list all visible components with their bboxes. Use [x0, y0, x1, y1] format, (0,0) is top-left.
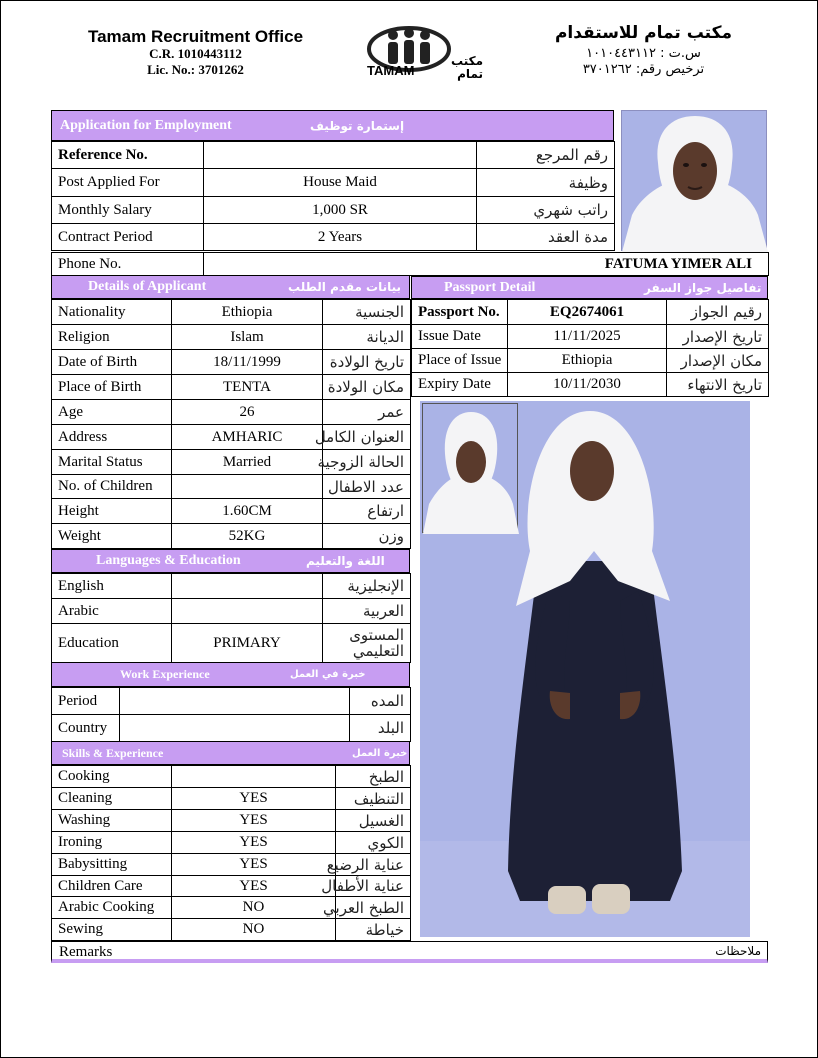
cr-number-ar: س.ت : ١٠١٠٤٤٣١١٢ — [586, 46, 701, 61]
cr-number-en: C.R. 1010443112 — [149, 46, 242, 61]
skill-cleaning-label: Cleaning — [52, 788, 172, 810]
marital-status-value: Married — [172, 450, 323, 475]
remarks-label-ar: ملاحظات — [715, 944, 761, 958]
date-of-birth-label: Date of Birth — [52, 350, 172, 375]
country-label-ar: البلد — [350, 715, 411, 742]
passport-title-band — [411, 276, 768, 299]
table-row — [52, 599, 411, 624]
nationality-value: Ethiopia — [172, 300, 323, 325]
applicant-title-ar: بيانات مقدم الطلب — [288, 280, 402, 294]
age-label-ar: عمر — [323, 400, 411, 425]
table-row — [52, 624, 411, 663]
table-row — [52, 832, 411, 854]
table-row — [52, 169, 615, 197]
skills-title-en: Skills & Experience — [62, 745, 164, 760]
work-title-en: Work Experience — [120, 667, 210, 681]
date-of-birth-value: 18/11/1999 — [172, 350, 323, 375]
arabic-value — [172, 599, 323, 624]
skill-washing-value: YES — [172, 810, 336, 832]
salary-label: Monthly Salary — [52, 197, 204, 224]
table-row — [52, 253, 769, 276]
applicant-name — [204, 253, 769, 276]
religion-value: Islam — [172, 325, 323, 350]
english-value — [172, 574, 323, 599]
skill-sewing-label: Sewing — [52, 919, 172, 941]
country-label: Country — [52, 715, 120, 742]
passport-title-en: Passport Detail — [444, 279, 536, 295]
post-label: Post Applied For — [52, 169, 204, 197]
work-table — [51, 687, 411, 742]
arabic-label: Arabic — [52, 599, 172, 624]
languages-table — [51, 573, 411, 663]
passport-place-of-issue-label-ar: مكان الإصدار — [667, 349, 769, 373]
skill-sewing-value: NO — [172, 919, 336, 941]
religion-label-ar: الديانة — [323, 325, 411, 350]
skill-cooking-value — [172, 766, 336, 788]
skill-ironing-label: Ironing — [52, 832, 172, 854]
table-row — [412, 300, 769, 325]
skill-children-care-label: Children Care — [52, 876, 172, 897]
table-row — [52, 688, 411, 715]
period-label-ar: المده — [350, 688, 411, 715]
education-label-ar: المستوى التعليمي — [323, 624, 411, 663]
skill-cleaning-label-ar: التنظيف — [336, 788, 411, 810]
date-of-birth-label-ar: تاريخ الولادة — [323, 350, 411, 375]
place-of-birth-label-ar: مكان الولادة — [323, 375, 411, 400]
application-title-en: Application for Employment — [60, 117, 232, 133]
contract-label: Contract Period — [52, 224, 204, 251]
remarks-label: Remarks — [59, 944, 113, 960]
marital-status-label: Marital Status — [52, 450, 172, 475]
skills-title-ar: خبرة العمل — [352, 747, 408, 759]
passport-expiry-date-value: 10/11/2030 — [508, 373, 667, 397]
salary-label-ar: راتب شهري — [477, 197, 615, 224]
table-row — [52, 425, 411, 450]
no-of-children-value — [172, 475, 323, 499]
post-label-ar: وظيفة — [477, 169, 615, 197]
education-value: PRIMARY — [172, 624, 323, 663]
reference-value — [204, 142, 477, 169]
marital-status-label-ar: الحالة الزوجية — [323, 450, 411, 475]
license-number-ar: ترخيص رقم: ٣٧٠١٢٦٢ — [582, 62, 705, 77]
remarks-row — [51, 941, 768, 963]
table-row — [52, 810, 411, 832]
no-of-children-label-ar: عدد الاطفال — [323, 475, 411, 499]
table-row — [52, 499, 411, 524]
application-title-band — [51, 110, 614, 141]
logo-text-en: TAMAM — [367, 63, 415, 78]
skill-babysitting-label: Babysitting — [52, 854, 172, 876]
skills-table — [51, 765, 411, 941]
skill-children-care-label-ar: عناية الأطفال — [336, 876, 411, 897]
inset-figure-icon — [423, 404, 519, 534]
nationality-label: Nationality — [52, 300, 172, 325]
passport-inset-photo — [422, 403, 518, 533]
skill-ironing-label-ar: الكوي — [336, 832, 411, 854]
skill-cooking-label: Cooking — [52, 766, 172, 788]
table-row — [52, 350, 411, 375]
height-value: 1.60CM — [172, 499, 323, 524]
languages-title-band — [51, 549, 410, 573]
passport-passport-no-value: EQ2674061 — [508, 300, 667, 325]
nationality-label-ar: الجنسية — [323, 300, 411, 325]
place-of-birth-label: Place of Birth — [52, 375, 172, 400]
skill-children-care-value: YES — [172, 876, 336, 897]
table-row — [52, 524, 411, 549]
table-row — [52, 766, 411, 788]
logo-text-ar: مكتب تمام — [450, 54, 483, 81]
company-logo — [363, 23, 483, 83]
no-of-children-label: No. of Children — [52, 475, 172, 499]
address-value: AMHARIC — [172, 425, 323, 450]
table-row — [52, 450, 411, 475]
work-title-ar: خبرة في العمل — [290, 669, 366, 680]
table-row — [52, 876, 411, 897]
phone-table — [51, 252, 769, 276]
post-value: House Maid — [204, 169, 477, 197]
age-label: Age — [52, 400, 172, 425]
table-row — [52, 897, 411, 919]
passport-issue-date-label: Issue Date — [412, 325, 508, 349]
table-row — [52, 854, 411, 876]
table-row — [52, 325, 411, 350]
reference-label: Reference No. — [52, 142, 204, 169]
address-label-ar: العنوان الكامل — [323, 425, 411, 450]
height-label: Height — [52, 499, 172, 524]
skill-washing-label-ar: الغسيل — [336, 810, 411, 832]
passport-issue-date-label-ar: تاريخ الإصدار — [667, 325, 769, 349]
passport-issue-date-value: 11/11/2025 — [508, 325, 667, 349]
table-row — [52, 400, 411, 425]
table-row — [412, 373, 769, 397]
table-row — [52, 197, 615, 224]
table-row — [412, 349, 769, 373]
applicant-full-name: FATUMA YIMER ALI — [604, 255, 752, 272]
religion-label: Religion — [52, 325, 172, 350]
skill-cleaning-value: YES — [172, 788, 336, 810]
applicant-title-en: Details of Applicant — [88, 279, 207, 294]
languages-title-en: Languages & Education — [96, 553, 241, 568]
applicant-title-band — [51, 275, 410, 299]
contract-label-ar: مدة العقد — [477, 224, 615, 251]
skill-washing-label: Washing — [52, 810, 172, 832]
passport-expiry-date-label-ar: تاريخ الانتهاء — [667, 373, 769, 397]
weight-label: Weight — [52, 524, 172, 549]
office-name-en: Tamam Recruitment Office — [87, 27, 304, 46]
english-label-ar: الإنجليزية — [323, 574, 411, 599]
place-of-birth-value: TENTA — [172, 375, 323, 400]
application-title-ar: إستمارة توظيف — [310, 118, 405, 133]
table-row — [412, 325, 769, 349]
application-table — [51, 141, 615, 251]
passport-expiry-date-label: Expiry Date — [412, 373, 508, 397]
table-row — [52, 224, 615, 251]
weight-label-ar: وزن — [323, 524, 411, 549]
passport-title-ar: تفاصيل جواز السفر — [644, 280, 762, 295]
office-name-ar: مكتب تمام للاستقدام — [554, 23, 733, 43]
english-label: English — [52, 574, 172, 599]
skill-arabic-cooking-label-ar: الطبخ العربي — [336, 897, 411, 919]
skill-cooking-label-ar: الطبخ — [336, 766, 411, 788]
skill-sewing-label-ar: خياطة — [336, 919, 411, 941]
portrait-figure-icon — [622, 111, 768, 252]
table-row — [52, 300, 411, 325]
table-row — [52, 574, 411, 599]
phone-label: Phone No. — [52, 253, 204, 276]
applicant-portrait-photo — [621, 110, 767, 251]
table-row — [52, 375, 411, 400]
skill-arabic-cooking-label: Arabic Cooking — [52, 897, 172, 919]
arabic-label-ar: العربية — [323, 599, 411, 624]
age-value: 26 — [172, 400, 323, 425]
education-label: Education — [52, 624, 172, 663]
period-label: Period — [52, 688, 120, 715]
skills-title-band — [51, 741, 410, 765]
passport-passport-no-label: Passport No. — [412, 300, 508, 325]
applicant-details-table — [51, 299, 411, 549]
skill-ironing-value: YES — [172, 832, 336, 854]
height-label-ar: ارتفاع — [323, 499, 411, 524]
salary-value: 1,000 SR — [204, 197, 477, 224]
contract-value: 2 Years — [204, 224, 477, 251]
table-row — [52, 475, 411, 499]
table-row — [52, 142, 615, 169]
address-label: Address — [52, 425, 172, 450]
reference-label-ar: رقم المرجع — [477, 142, 615, 169]
weight-value: 52KG — [172, 524, 323, 549]
languages-title-ar: اللغة والتعليم — [306, 554, 385, 568]
license-number-en: Lic. No.: 3701262 — [147, 62, 244, 77]
skill-arabic-cooking-value: NO — [172, 897, 336, 919]
passport-table — [411, 299, 769, 397]
country-value — [120, 715, 350, 742]
table-row — [52, 715, 411, 742]
skill-babysitting-label-ar: عناية الرضيع — [336, 854, 411, 876]
table-row — [52, 919, 411, 941]
period-value — [120, 688, 350, 715]
passport-place-of-issue-value: Ethiopia — [508, 349, 667, 373]
work-title-band — [51, 662, 410, 687]
skill-babysitting-value: YES — [172, 854, 336, 876]
table-row — [52, 788, 411, 810]
passport-place-of-issue-label: Place of Issue — [412, 349, 508, 373]
passport-passport-no-label-ar: رقيم الجواز — [667, 300, 769, 325]
applicant-full-photo — [420, 401, 750, 937]
